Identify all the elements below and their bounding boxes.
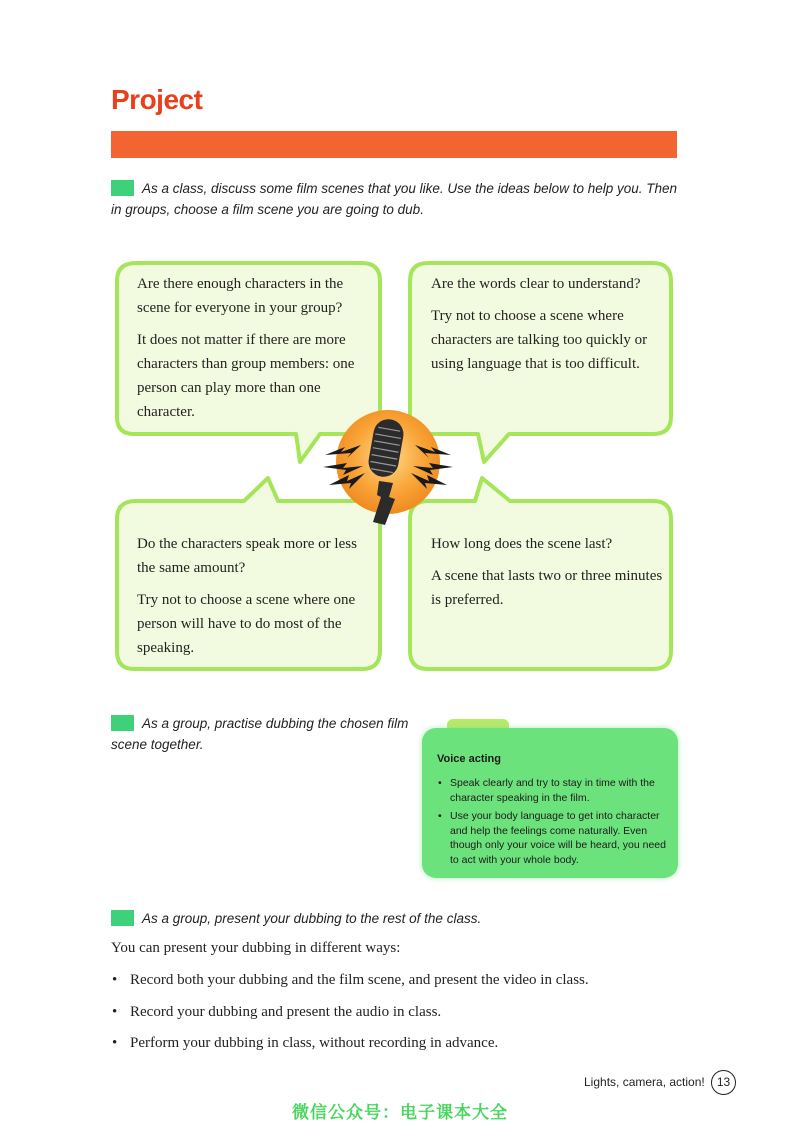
task-instruction: As a group, present your dubbing to the rest of the class. <box>142 911 482 926</box>
bubble-top-right <box>431 272 667 384</box>
bubble-question: Are the words clear to understand? <box>431 276 641 292</box>
list-item: • Record your dubbing and present the audio in class. <box>111 1002 589 1034</box>
bubble-advice: It does not matter if there are more characters than group members: one person can play more than one character. <box>137 332 355 420</box>
bubble-advice: A scene that lasts two or three minutes is preferred. <box>431 568 663 608</box>
bubble-bottom-left <box>137 532 373 668</box>
bubble-question: Are there enough characters in the scene for everyone in your group? <box>137 276 344 316</box>
bubble-question: Do the characters speak more or less the same amount? <box>137 536 357 576</box>
task-instruction: As a class, discuss some film scenes that you like. Use the ideas below to help you. Then in groups, choose a film scene you are going to dub. <box>111 181 678 217</box>
voice-acting-tips <box>437 776 667 871</box>
voice-acting-title: Voice acting <box>437 753 501 765</box>
list-item: • Perform your dubbing in class, without recording in advance. <box>111 1033 589 1065</box>
presentation-ways <box>111 970 589 1065</box>
voice-tip: • Speak clearly and try to stay in time with the character speaking in the film. <box>437 776 667 805</box>
unit-title: Lights, camera, action! <box>584 1075 705 1089</box>
list-item: • Record both your dubbing and the film scene, and present the video in class. <box>111 970 589 1002</box>
bubble-advice: Try not to choose a scene where characters are talking too quickly or using language that is too difficult. <box>431 308 648 372</box>
presentation-intro: You can present your dubbing in different ways: <box>111 940 401 956</box>
microphone-icon <box>323 405 453 530</box>
bubble-question: How long does the scene last? <box>431 536 613 552</box>
task-instruction: As a group, practise dubbing the chosen film scene together. <box>111 716 409 752</box>
watermark: 微信公众号：电子课本大全 <box>292 1103 508 1123</box>
page-title: Project <box>111 84 203 115</box>
bubble-bottom-right <box>431 532 667 620</box>
voice-tip: • Use your body language to get into character and help the feelings come naturally. Even though only your voice will be heard, you need to act with your whole body. <box>437 809 667 867</box>
bubble-advice: Try not to choose a scene where one person will have to do most of the speaking. <box>137 592 356 656</box>
page-number: 13 <box>711 1070 736 1095</box>
